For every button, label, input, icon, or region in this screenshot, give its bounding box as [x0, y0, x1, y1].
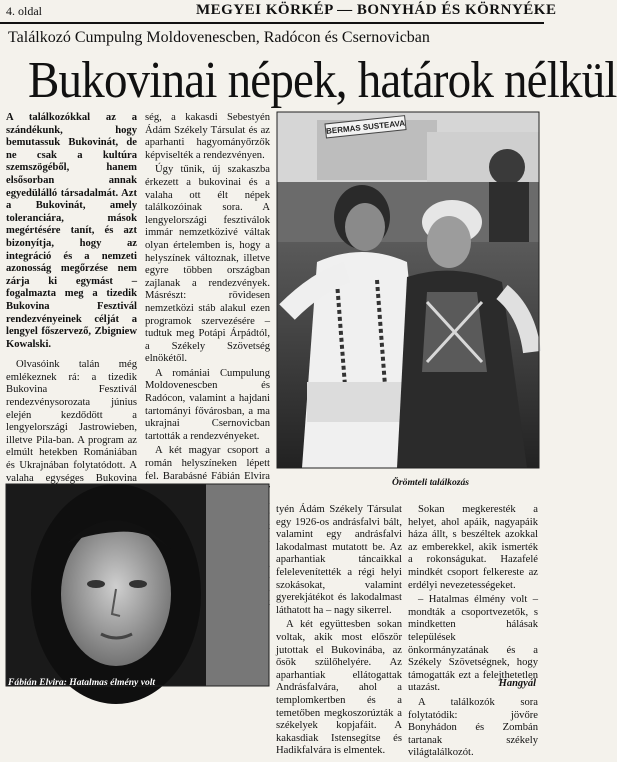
paragraph: Sokan megkeresték a helyet, ahol apáik, nagyapáik háza állt, s beszéltek azokkal az emberekkel, akik ismerték a rokonságukat. Hazafelé mindkét csoport felkereste az erdélyi nevezetességeket. — [408, 504, 538, 591]
paragraph: tyén Ádám Székely Társulat egy 1926-os andrásfalvi bált, valamint egy andrásfalvi lakodalmast mutatott be. Az aparhantiak táncaikkal felelevenítették a régi helyi szokásokat, valamint gyerekjátékot és lakodalmast láthatott ha – nagy sikerrel. — [276, 504, 402, 616]
lead-paragraph: A találkozókkal az a szándékunk, hogy bemutassuk Bukovinát, de ne csak a kultúra szemszögéből, hanem elsősorban annak egyedülálló társadalmát. Azt a Bukovinát, amely toleranciára, mások megértésére tanít, és azt bizonyítja, hogy az integráció és a nemzeti azonosság megőrzése nem zárja ki egymást – fogalmazta meg a tizedik Bukovina Fesztivál rendezvényeinek célját a lengyel főszervező, Zbigniew Kowalski. — [6, 112, 137, 350]
photo-portrait — [6, 484, 269, 686]
header-rule — [0, 22, 544, 24]
paragraph: ség, a kakasdi Sebestyén Ádám Székely Társulat és az aparhanti hagyományőrzők képviselték a rendezvényen. — [145, 112, 270, 161]
paragraph: A két együttesben sokan voltak, akik most először jutottak el Bukovinába, az ősök szülőhelyére. Az aparhantiak ellátogattak Andrásfalvára, ahol a templomkertben és a temetőben megkoszorúzták a székelyek kopjafáit. A kakasdiak Istensegítse és Hadikfalvára is elmentek. — [276, 619, 402, 757]
article-subtitle: Találkozó Cumpulng Moldovenescben, Radócon és Csernovicban — [8, 29, 430, 46]
photo-sign-text: BERMAS SUSTEAVA — [325, 118, 406, 136]
paragraph: A két magyar csoport a román helyszíneken lépett fel. Barabásné Fábián Elvira — [145, 445, 270, 482]
photo-caption-portrait: Fábián Elvira: Hatalmas élmény volt — [8, 677, 156, 688]
paragraph: – Hatalmas élmény volt – mondták a csoportvezetők, s mindketten hálásak települések önkormányzatának és a Székely Szövetségnek, hogy támogatták ezt a felejthetetlen utazást. — [408, 594, 538, 694]
paragraph: Olvasóink talán még emlékeznek rá: a tizedik Bukovina Fesztivál rendezvénysorozata június elején kezdődött a lengyelországi Jastrowieben, illetve Pila-ban. A program az elmúlt hetekben Romániában és Ukrajnában folytatódott. A valaha egységes Bukovina — [6, 359, 137, 484]
paragraph: Úgy tűnik, új szakaszba érkezett a bukovinai és a valaha ott élt népek találkozóinak sora. A lengyelországi fesztiválok immár nemzetközivé váltak olyan értelemben is, hogy a helyszínek változnak, illetve egyre többen országban zajlanak a rendezvények. Másrészt: rövidesen nemzetközi stáb alakul ezen programok szervezésére – tudtuk meg Potápi Árpádtól, a Székely Szövetség elnökétől. — [145, 164, 270, 365]
paragraph: A találkozók sora folytatódik: jövőre Bonyhádon és Zombán tartanak székely világtalálkozót. — [408, 696, 538, 759]
text-column-4 — [408, 504, 538, 762]
page-header — [0, 0, 557, 24]
article-headline: Bukovinai népek, határok nélkül — [28, 51, 617, 110]
photo-dancing-couple — [277, 112, 539, 468]
section-title: MEGYEI KÖRKÉP — BONYHÁD ÉS KÖRNYÉKE — [196, 2, 557, 18]
page-number: 4. oldal — [6, 4, 42, 18]
text-column-3 — [276, 504, 402, 760]
paragraph: A romániai Cumpulung Moldovenescben és Radócon, valamint a hajdani tartományi fővárosban, a ma ukrajnai Csernovicban tartották a rendezvényeket. — [145, 367, 270, 442]
author-signature: Hangyál — [498, 678, 536, 689]
photo-caption-main: Örömteli találkozás — [392, 477, 470, 488]
